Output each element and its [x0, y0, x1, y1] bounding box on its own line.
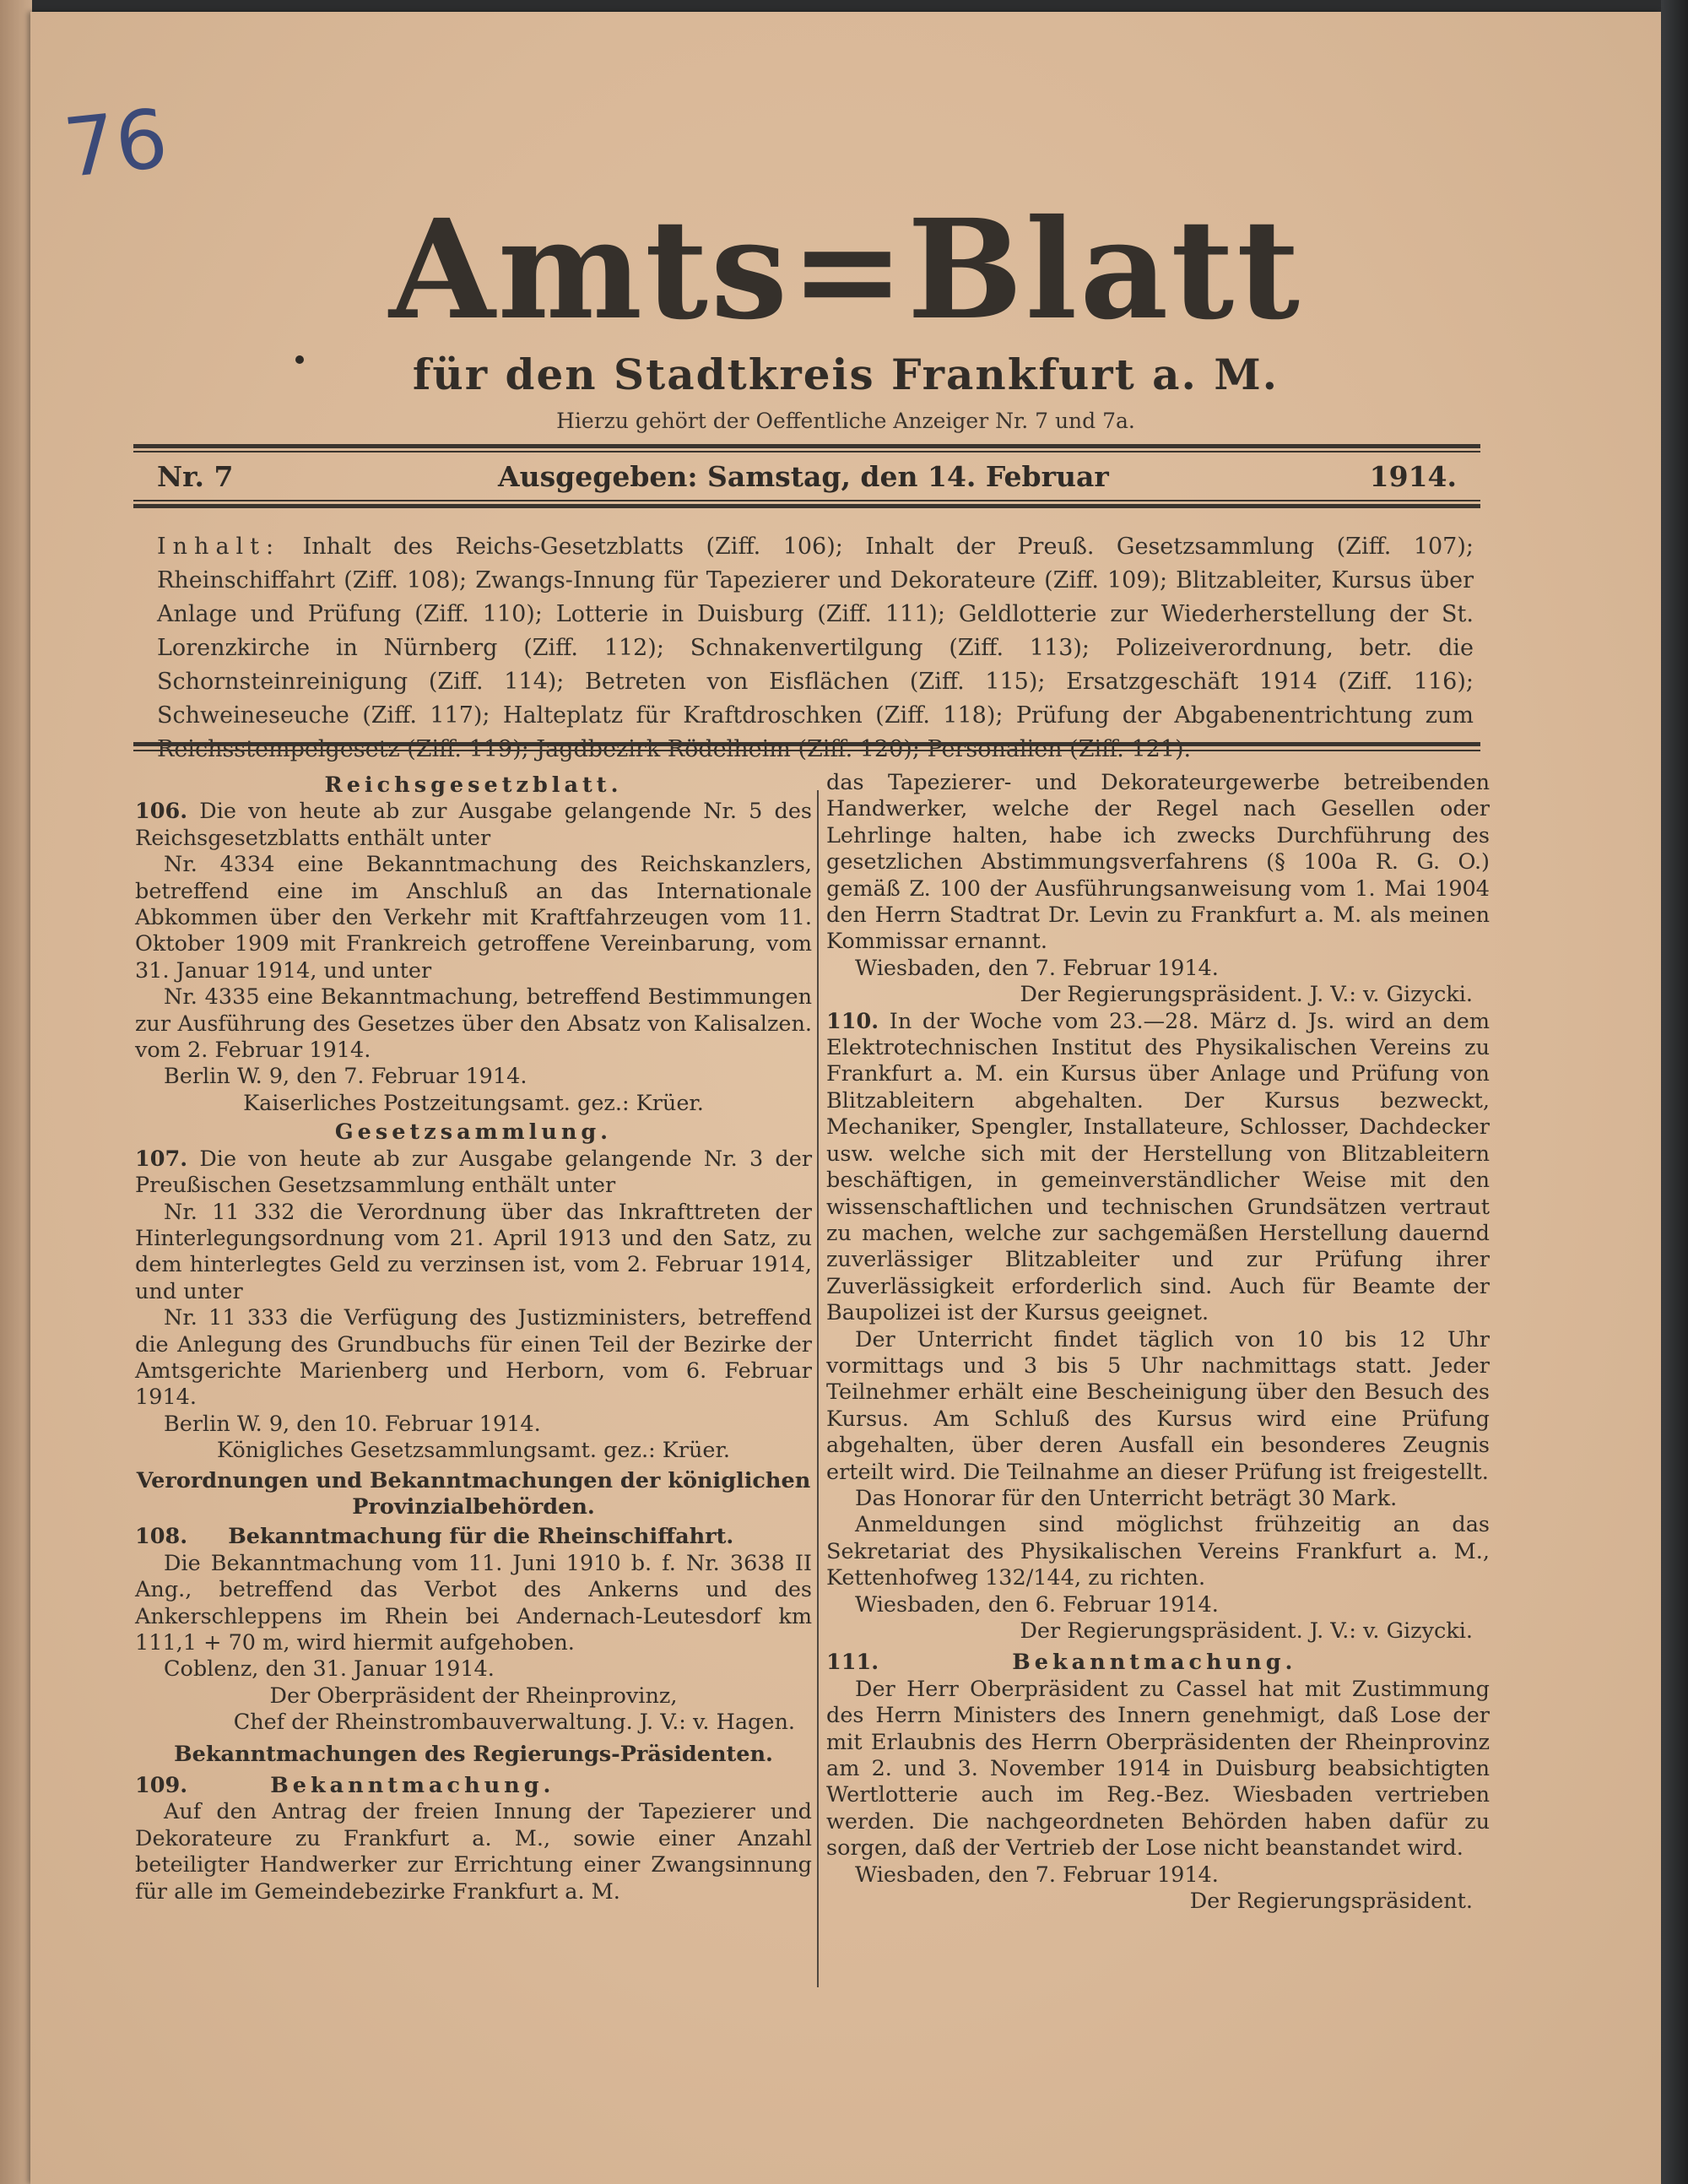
- signature-109: Der Regierungspräsident. J. V.: v. Gizycki.: [1020, 982, 1473, 1008]
- paragraph-110a: Der Unterricht findet täglich von 10 bis 12 Uhr vormittags und 3 bis 5 Uhr nachmittags statt. Jeder Teilnehmer erhält eine Bescheinigung über den Besuch des Kursus. Am Schluß des Kursus wird eine Prüfung abgehalten, über deren Ausfall ein besonderes Zeugnis erteilt wird. Die Teilnahme an dieser Prüfung ist freigestellt.: [826, 1326, 1490, 1485]
- paragraph-110: [826, 1009, 1490, 1327]
- heading-reichsgesetzblatt: Reichsgesetzblatt.: [324, 772, 623, 798]
- paragraph-110b: Das Honorar für den Unterricht beträgt 30 Mark.: [855, 1485, 1398, 1511]
- heading-gesetzsammlung: Gesetzsammlung.: [334, 1119, 613, 1146]
- heading-regierungs-praesidenten: Bekanntmachungen des Regierungs-Präsidenten.: [174, 1741, 773, 1767]
- rule-mid-thin: [133, 500, 1480, 501]
- signature-107: Königliches Gesetzsammlungsamt. gez.: Krüer.: [216, 1438, 731, 1464]
- paragraph-111-title: [826, 1650, 1490, 1676]
- paragraph-109-title: [135, 1773, 812, 1799]
- issue-year: 1914.: [1369, 460, 1457, 493]
- rule-contents-thin: [133, 750, 1480, 751]
- paragraph-110c: Anmeldungen sind möglichst frühzeitig an das Sekretariat des Physikalischen Vereins Frankfurt a. M., Kettenhofweg 132/144, zu richten.: [826, 1512, 1490, 1591]
- contents-label: Inhalt:: [157, 534, 281, 560]
- signature-108a: Der Oberpräsident der Rheinprovinz,: [269, 1683, 678, 1709]
- item-number-111: 111.: [826, 1650, 879, 1676]
- rule-contents-thick: [133, 742, 1480, 746]
- signature-106: Kaiserliches Postzeitungsamt. gez.: Krüer.: [243, 1090, 704, 1116]
- issue-date: Ausgegeben: Samstag, den 14. Februar: [498, 460, 1109, 493]
- place-date-109: Wiesbaden, den 7. Februar 1914.: [855, 955, 1219, 981]
- rule-top-thin: [133, 451, 1480, 453]
- text-107: Die von heute ab zur Ausgabe gelangende Nr. 3 der Preußischen Gesetzsammlung enthält unter: [135, 1146, 813, 1199]
- rule-mid-thick: [133, 504, 1480, 508]
- table-of-contents: [157, 530, 1474, 767]
- right-column: [826, 770, 1490, 1915]
- binding-cover: [1661, 0, 1688, 2184]
- item-number-109: 109.: [135, 1773, 188, 1799]
- text-106: Die von heute ab zur Ausgabe gelangende Nr. 5 des Reichsgesetzblatts enthält unter: [135, 799, 812, 851]
- place-date-108: Coblenz, den 31. Januar 1914.: [164, 1656, 495, 1683]
- paragraph-111: Der Herr Oberpräsident zu Cassel hat mit Zustimmung des Herrn Ministers des Innern genehmigt, daß Lose der mit Erlaubnis des Herrn Oberpräsidenten der Rheinprovinz am 2. und 3. November 1914 in Duisburg beabsichtigten Wertlotterie auch im Reg.-Bez. Wiesbaden vertrieben werden. Die nachgeordneten Behörden haben dafür zu sorgen, daß der Vertrieb der Lose nicht beanstandet wird.: [826, 1676, 1490, 1862]
- issue-number: Nr. 7: [157, 460, 234, 493]
- paragraph-109-cont: das Tapezierer- und Dekorateurgewerbe betreibenden Handwerker, welche der Regel nach Gesellen oder Lehrlinge halten, habe ich zwecks Durchführung des gesetzlichen Abstimmungsverfahrens (§ 100a R. G. O.) gemäß Z. 100 der Ausführungsanweisung vom 1. Mai 1904 den Herrn Stadtrat Dr. Levin zu Frankfurt a. M. als meinen Kommissar ernannt.: [826, 770, 1490, 955]
- previous-page-edge: [0, 0, 32, 2184]
- item-number-107: 107.: [135, 1146, 188, 1172]
- masthead-title: Amts=Blatt: [389, 190, 1302, 350]
- gazette-page: [30, 12, 1661, 2184]
- place-date-110: Wiesbaden, den 6. Februar 1914.: [855, 1591, 1219, 1618]
- paragraph-107b: Nr. 11 333 die Verfügung des Justizministers, betreffend die Anlegung des Grundbuchs für einen Teil der Bezirke der Amtsgerichte Marienberg und Herborn, vom 6. Februar 1914.: [135, 1305, 812, 1411]
- paragraph-106a: Nr. 4334 eine Bekanntmachung des Reichskanzlers, betreffend eine im Anschluß an das Internationale Abkommen über den Verkehr mit Kraftfahrzeugen vom 11. Oktober 1909 mit Frankreich getroffene Vereinbarung, vom 31. Januar 1914, und unter: [135, 852, 812, 984]
- paragraph-108-title: [135, 1524, 812, 1550]
- paragraph-108: Die Bekanntmachung vom 11. Juni 1910 b. f. Nr. 3638 II Ang., betreffend das Verbot des Ankerns und des Ankerschleppens im Rhein bei Andernach-Leutesdorf km 111,1 + 70 m, wird hiermit aufgehoben.: [135, 1550, 812, 1656]
- pencil-annotation: 76: [59, 90, 172, 197]
- paragraph-109: Auf den Antrag der freien Innung der Tapezierer und Dekorateure zu Frankfurt a. M., sowie einer Anzahl beteiligter Handwerker zur Errichtung einer Zwangsinnung für alle im Gemeindebezirke Frankfurt a. M.: [135, 1799, 812, 1905]
- paragraph-106b: Nr. 4335 eine Bekanntmachung, betreffend Bestimmungen zur Ausführung des Gesetzes über den Absatz von Kalisalzen. vom 2. Februar 1914.: [135, 984, 812, 1064]
- text-110: In der Woche vom 23.—28. März d. Js. wird an dem Elektrotechnischen Institut des Physikalischen Vereins zu Frankfurt a. M. ein Kursus über Anlage und Prüfung von Blitzableitern abgehalten. Der Kursus bezweckt, Mechaniker, Spengler, Installateure, Schlosser, Dachdecker usw. welche sich mit der Herstellung von Blitzableitern beschäftigen, in gemeinverständlicher Weise mit den wissenschaftlichen und technischen Grundsätzen vertraut zu machen, welche zur sachgemäßen Herstellung dauernd zuverlässiger Blitzableiter und zur Prüfung ihrer Zuverlässigkeit erforderlich sind. Auch für Beamte der Baupolizei ist der Kursus geeignet.: [826, 1008, 1491, 1326]
- signature-110: Der Regierungspräsident. J. V.: v. Gizycki.: [1020, 1618, 1473, 1644]
- signature-108b: Chef der Rheinstrombauverwaltung. J. V.: v. Hagen.: [233, 1710, 795, 1736]
- title-108: Bekanntmachung für die Rheinschiffahrt.: [228, 1524, 734, 1550]
- place-date-107: Berlin W. 9, den 10. Februar 1914.: [164, 1411, 541, 1437]
- title-109: Bekanntmachung.: [270, 1773, 555, 1799]
- item-number-108: 108.: [135, 1524, 188, 1550]
- masthead-supplement: Hierzu gehört der Oeffentliche Anzeiger Nr. 7 und 7a.: [556, 409, 1135, 433]
- signature-111: Der Regierungspräsident.: [1189, 1889, 1473, 1915]
- paragraph-107a: Nr. 11 332 die Verordnung über das Inkrafttreten der Hinterlegungsordnung vom 21. April 1913 und den Satz, zu dem hinterlegtes Geld zu verzinsen ist, vom 2. Februar 1914, und unter: [135, 1199, 812, 1304]
- item-number-106: 106.: [135, 799, 188, 825]
- contents-text: Inhalt des Reichs-Gesetzblatts (Ziff. 106); Inhalt der Preuß. Gesetzsammlung (Ziff. 107); Rheinschiffahrt (Ziff. 108); Zwangs-Innung für Tapezierer und Dekorateure (Ziff. 109); Blitzableiter, Kursus über Anlage und Prüfung (Ziff. 110); Lotterie in Duisburg (Ziff. 111); Geldlotterie zur Wiederherstellung der St. Lorenzkirche in Nürnberg (Ziff. 112); Schnakenvertilgung (Ziff. 113); Polizeiverordnung, betr. die Schornsteinreinigung (Ziff. 114); Betreten von Eisflächen (Ziff. 115); Ersatzgeschäft 1914 (Ziff. 116); Schweineseuche (Ziff. 117); Halteplatz für Kraftdroschken (Ziff. 118); Prüfung der Abgabenentrichtung zum: [157, 534, 1474, 729]
- heading-provinzialbehoerden: Verordnungen und Bekanntmachungen der königlichen Provinzialbehörden.: [136, 1467, 811, 1520]
- title-111: Bekanntmachung.: [1012, 1650, 1297, 1676]
- paragraph-107: [135, 1146, 812, 1200]
- masthead-subtitle: für den Stadtkreis Frankfurt a. M.: [412, 350, 1280, 399]
- column-divider: [817, 790, 819, 1987]
- issue-line: [157, 460, 1457, 496]
- rule-top-thick: [133, 444, 1480, 448]
- place-date-111: Wiesbaden, den 7. Februar 1914.: [855, 1862, 1219, 1888]
- place-date-106: Berlin W. 9, den 7. Februar 1914.: [164, 1064, 528, 1090]
- paragraph-106: [135, 799, 812, 852]
- item-number-110: 110.: [826, 1008, 879, 1034]
- left-column: [135, 770, 812, 1905]
